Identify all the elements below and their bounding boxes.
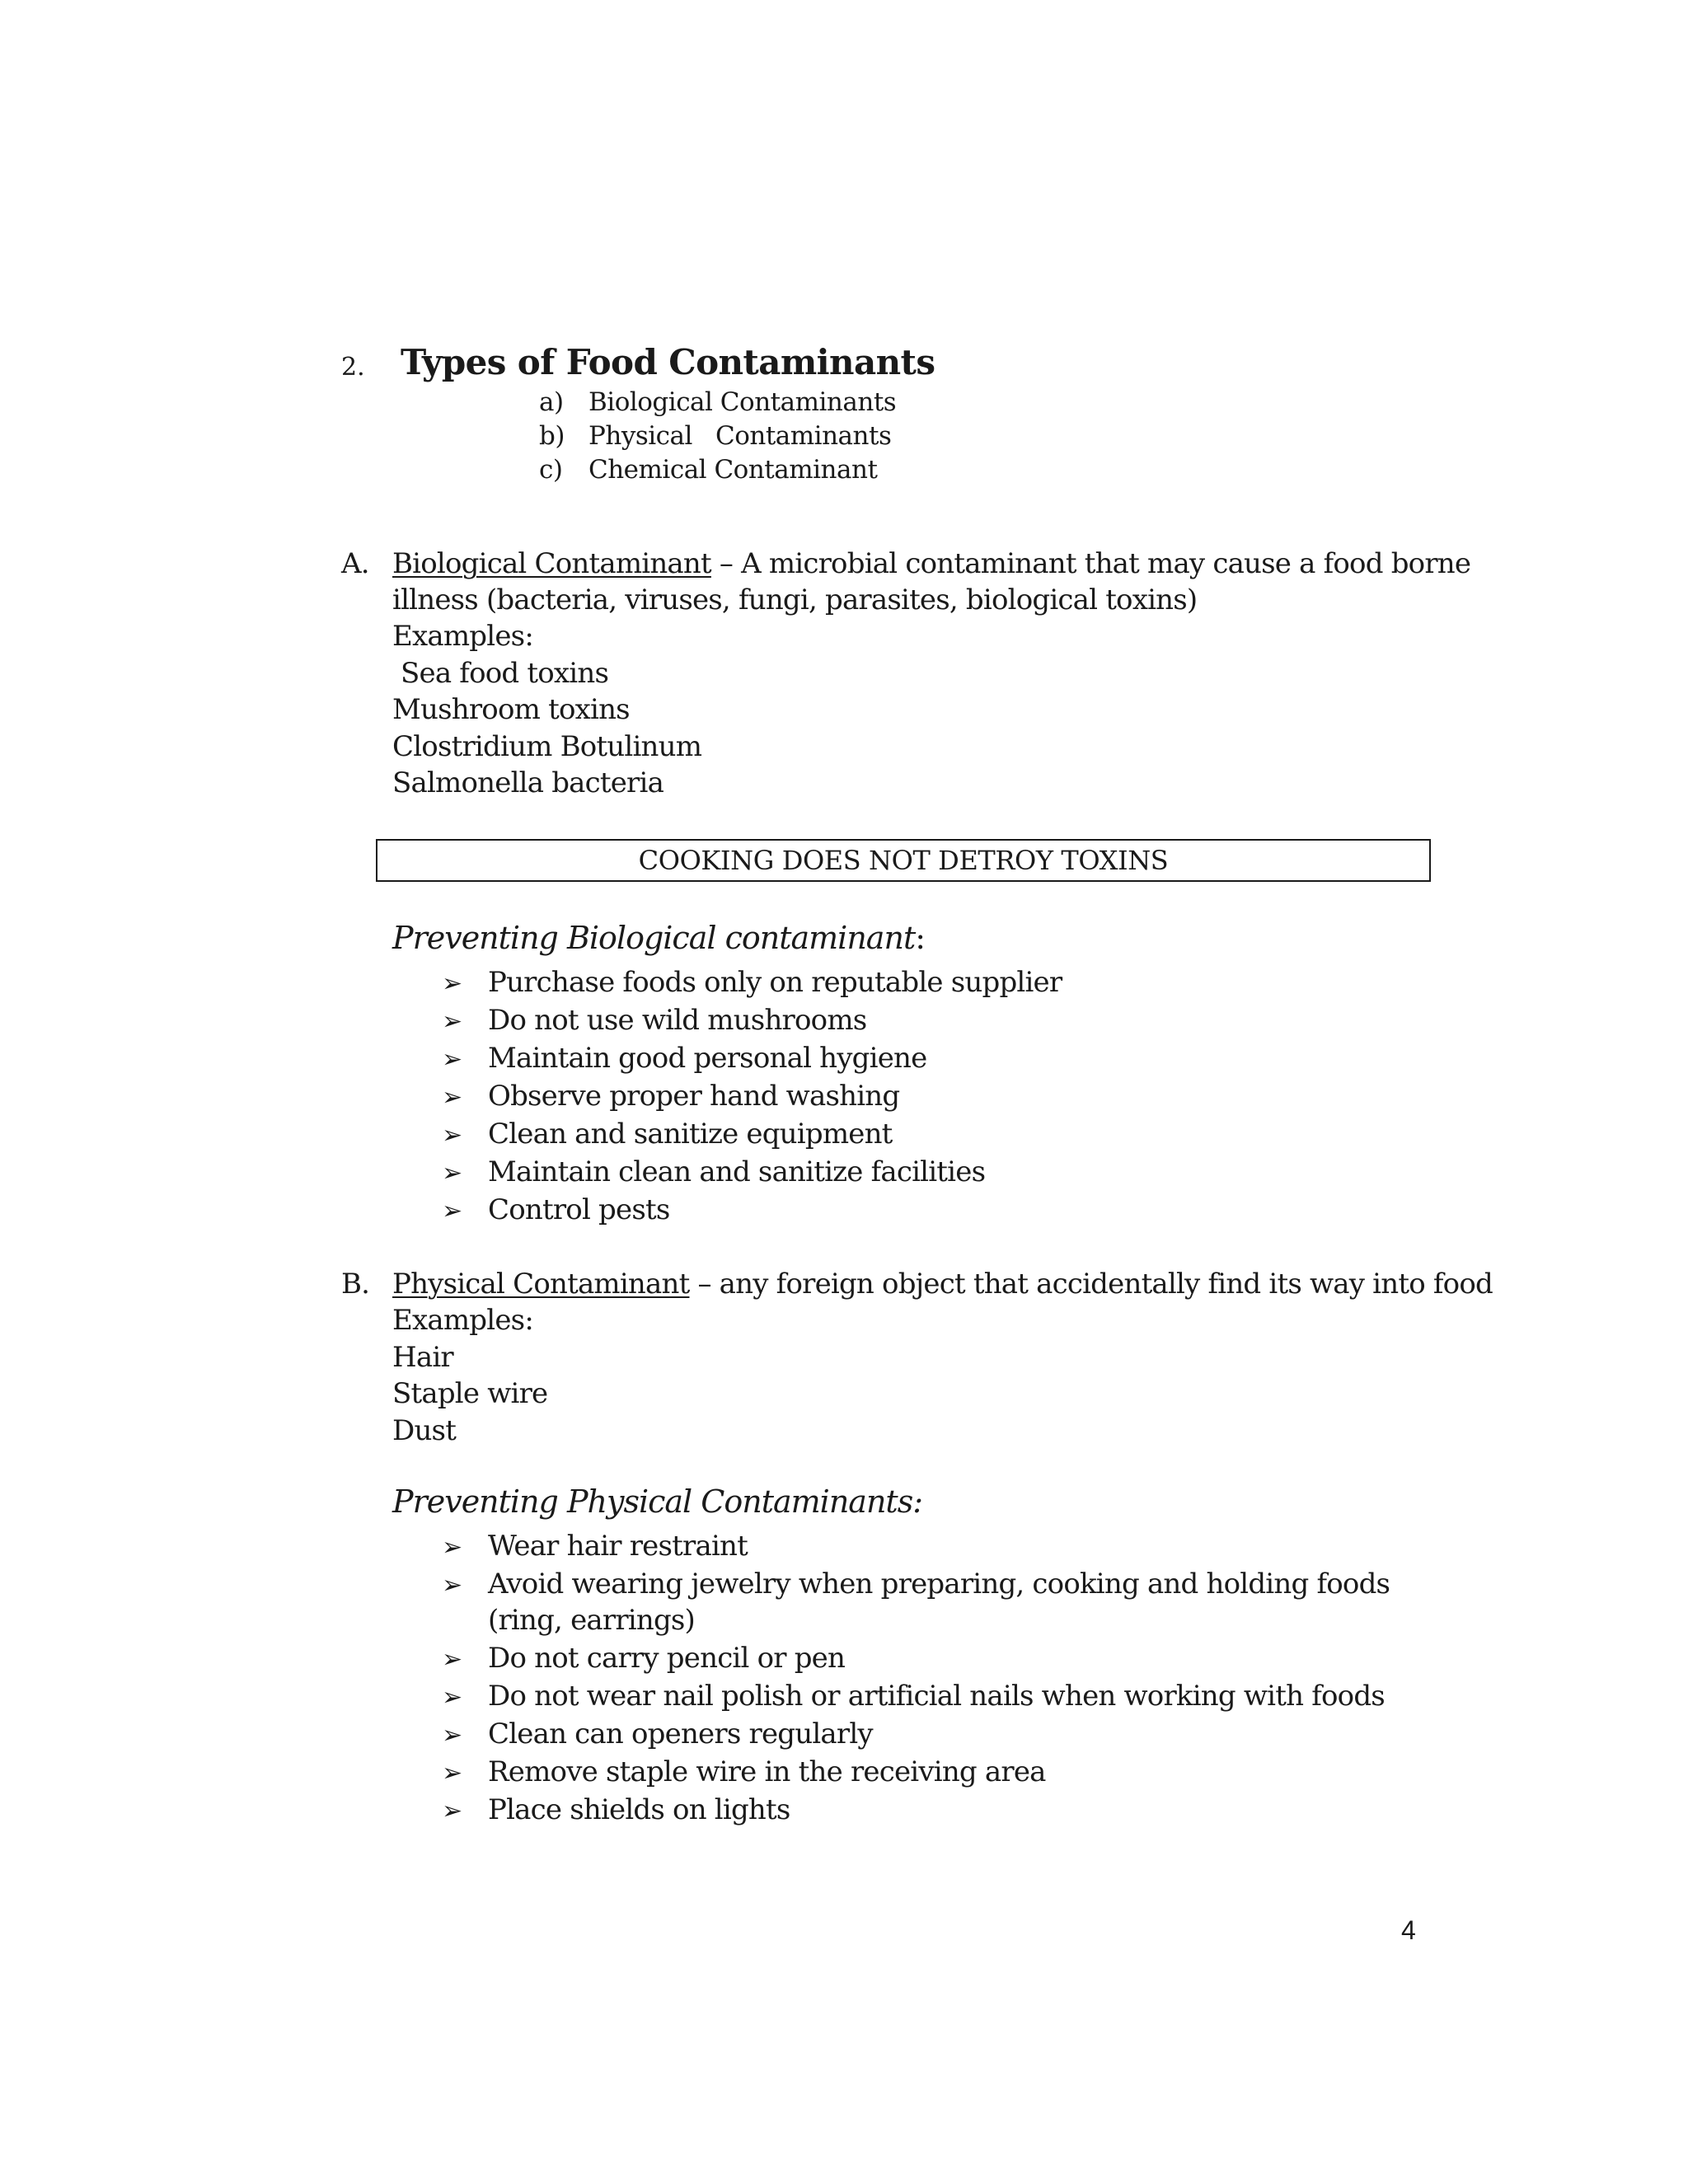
list-item-text: Purchase foods only on reputable supplier: [488, 966, 1062, 999]
list-item: [539, 453, 896, 487]
list-item-text: Maintain good personal hygiene: [488, 1042, 927, 1075]
list-letter: c): [539, 455, 563, 485]
list-item: [442, 1040, 1461, 1078]
example-item: Sea food toxins: [401, 656, 609, 690]
arrow-bullet-icon: ➢: [442, 1121, 462, 1150]
list-letter: b): [539, 421, 565, 451]
arrow-bullet-icon: ➢: [442, 1197, 462, 1226]
list-item-text: Do not carry pencil or pen: [488, 1642, 846, 1675]
list-item: [539, 419, 896, 453]
example-item: Salmonella bacteria: [392, 766, 664, 799]
arrow-bullet-icon: ➢: [442, 1721, 462, 1750]
list-label: Physical Contaminants: [588, 421, 892, 451]
preventing-physical-list: [442, 1528, 1461, 1830]
preventing-biological-heading: [392, 920, 925, 956]
toxins-notice-box: [376, 839, 1431, 882]
list-item-text: Maintain clean and sanitize facilities: [488, 1155, 986, 1188]
example-item: Staple wire: [392, 1377, 548, 1410]
list-item-text: Remove staple wire in the receiving area: [488, 1755, 1046, 1788]
arrow-bullet-icon: ➢: [442, 1759, 462, 1788]
list-letter: a): [539, 387, 564, 417]
biological-definition-line1: – A microbial contaminant that may cause a food borne: [710, 547, 1471, 580]
physical-term: Physical Contaminant: [392, 1268, 690, 1301]
preventing-biological-list: [442, 964, 1461, 1230]
arrow-bullet-icon: ➢: [442, 1571, 462, 1600]
toxins-notice-text: COOKING DOES NOT DETROY TOXINS: [638, 845, 1169, 876]
arrow-bullet-icon: ➢: [442, 1533, 462, 1562]
list-label: Biological Contaminants: [588, 387, 897, 417]
list-item: [442, 1192, 1461, 1230]
biological-contaminant-section: [341, 546, 1471, 802]
physical-definition: – any foreign object that accidentally find its way into food: [689, 1268, 1493, 1301]
list-item-text: Clean and sanitize equipment: [488, 1118, 893, 1151]
arrow-bullet-icon: ➢: [442, 969, 462, 998]
list-item: [442, 1078, 1461, 1116]
arrow-bullet-icon: ➢: [442, 1645, 462, 1674]
section-marker-a: A.: [341, 547, 369, 580]
example-item: Dust: [392, 1413, 457, 1447]
list-item: [442, 1754, 1461, 1792]
heading-colon: :: [915, 920, 926, 956]
list-label: Chemical Contaminant: [588, 455, 878, 485]
list-item-text: Control pests: [488, 1193, 670, 1226]
list-item-text: Place shields on lights: [488, 1793, 790, 1826]
list-item-text: Do not use wild mushrooms: [488, 1004, 867, 1037]
list-item: [442, 1792, 1461, 1830]
list-item: [442, 1716, 1461, 1754]
list-item-text: Avoid wearing jewelry when preparing, cooking and holding foods (ring, earrings): [488, 1568, 1390, 1637]
page-number: 4: [1401, 1915, 1416, 1945]
arrow-bullet-icon: ➢: [442, 1683, 462, 1712]
section-number: 2.: [341, 353, 365, 382]
examples-label: Examples:: [392, 1304, 533, 1337]
section-marker-b: B.: [341, 1268, 370, 1301]
preventing-physical-heading: Preventing Physical Contaminants:: [392, 1483, 923, 1520]
list-item-text: Clean can openers regularly: [488, 1718, 873, 1750]
list-item: [539, 386, 896, 419]
list-item-text: Observe proper hand washing: [488, 1080, 900, 1113]
list-item: [442, 1528, 1461, 1566]
example-item: Hair: [392, 1340, 453, 1374]
list-item: [442, 1678, 1461, 1716]
biological-term: Biological Contaminant: [392, 547, 711, 580]
biological-definition-line2: illness (bacteria, viruses, fungi, parasites, biological toxins): [392, 583, 1198, 616]
example-item: Clostridium Botulinum: [392, 729, 702, 763]
section-title: Types of Food Contaminants: [401, 342, 935, 382]
list-item: [442, 1154, 1461, 1192]
list-item: [442, 1566, 1461, 1640]
list-item: [442, 1640, 1461, 1678]
contaminant-types-list: [539, 386, 896, 487]
arrow-bullet-icon: ➢: [442, 1797, 462, 1825]
arrow-bullet-icon: ➢: [442, 1083, 462, 1112]
list-item-text: Do not wear nail polish or artificial nails when working with foods: [488, 1680, 1385, 1713]
example-item: Mushroom toxins: [392, 693, 630, 726]
arrow-bullet-icon: ➢: [442, 1045, 462, 1074]
arrow-bullet-icon: ➢: [442, 1159, 462, 1188]
list-item: [442, 1116, 1461, 1154]
examples-label: Examples:: [392, 620, 533, 653]
physical-contaminant-section: [341, 1266, 1493, 1449]
list-item-text: Wear hair restraint: [488, 1530, 748, 1563]
list-item: [442, 964, 1461, 1002]
arrow-bullet-icon: ➢: [442, 1007, 462, 1036]
list-item: [442, 1002, 1461, 1040]
preventing-biological-heading-text: Preventing Biological contaminant: [392, 920, 916, 956]
